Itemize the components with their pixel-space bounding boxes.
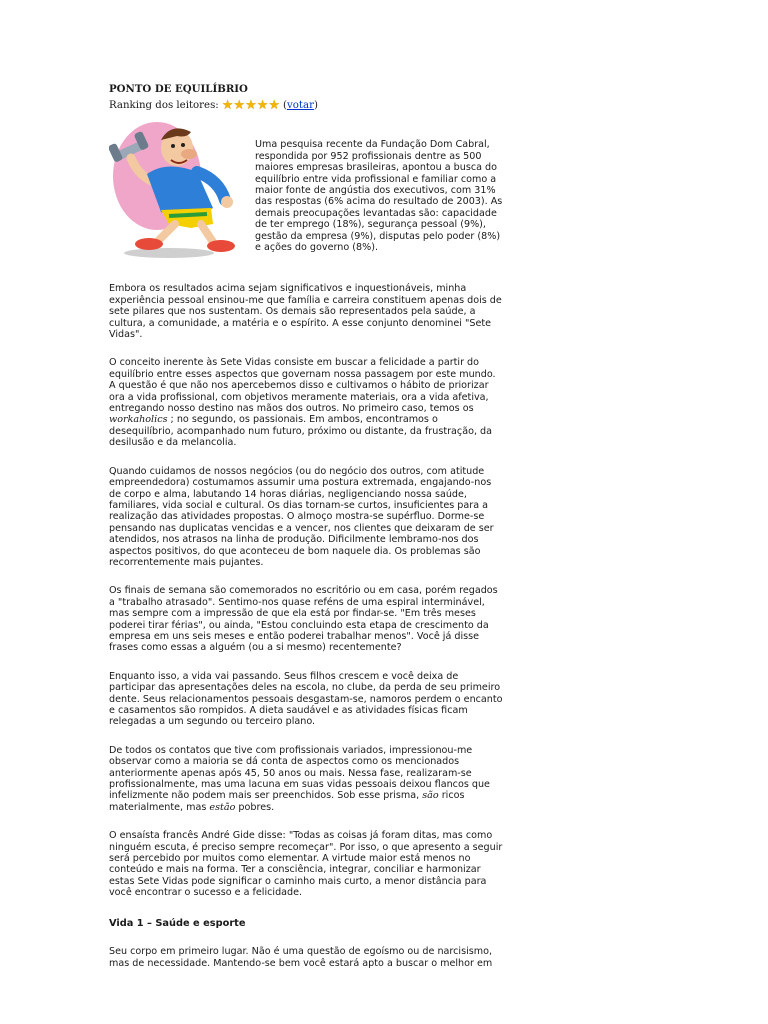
paragraph-6 — [109, 745, 504, 813]
ranking-row — [109, 99, 504, 112]
paragraph-7: O ensaísta francês André Gide disse: "Todas as coisas já foram ditas, mas como ninguém escuta, é preciso sempre recomeçar". Por isso, o que apresento a seguir será percebido por muitos como elementar. A virtude maior está menos no conteúdo e mais na forma. Ter a consciência, integrar, conciliar e harmonizar estas Sete Vidas pode significar o caminho mais curto, a menor distância para você encontrar o sucesso e a felicidade. — [109, 830, 503, 899]
paragraph-3: Quando cuidamos de nossos negócios (ou do negócio dos outros, com atitude empreendedora) costumamos assumir uma postura extremada, engajando-nos de corpo e alma, labutando 14 horas diárias, negligenciando nossa saúde, familiares, vida social e cultural. Os dias tornam-se curtos, insuficientes para a realização das atividades propostas. O almoço mostra-se supérfluo. Dorme-se pensando nas duplicatas vencidas e a vencer, nos clientes que deixaram de ser atendidos, nos atrasos na linha de produção. Dificilmente lembramo-nos dos aspectos positivos, do que aconteceu de bom naquele dia. Os problemas são recorrentemente mais pujantes. — [109, 465, 494, 568]
paragraph-8: Seu corpo em primeiro lugar. Não é uma questão de egoísmo ou de narcisismo, mas de necessidade. Mantendo-se bem você estará apto a buscar o melhor em — [109, 946, 493, 969]
paragraph-6-emphasis-2: estão — [209, 801, 236, 813]
vote-link[interactable]: votar — [287, 100, 314, 112]
article-title: PONTO DE EQUILÍBRIO — [109, 83, 248, 95]
intro-paragraph: Uma pesquisa recente da Fundação Dom Cabral, respondida por 952 profissionais dentre as 500 maiores empresas brasileiras, apontou a busca do equilíbrio entre vida profissional e familiar como a maior fonte de angústia dos executivos, com 31% das respostas (6% acima do resultado de 2003). As demais preocupações levantadas são: capacidade de ter emprego (18%), segurança pessoal (9%), gestão da empresa (9%), disputas pelo poder (8%) e ações do governo (8%). — [255, 139, 503, 254]
article — [109, 84, 504, 969]
star-icon: ★ — [221, 97, 234, 113]
rating-stars — [221, 97, 281, 113]
ranking-label: Ranking dos leitores: — [109, 100, 219, 112]
paragraph-6-emphasis-1: são — [422, 790, 439, 802]
star-icon: ★ — [268, 97, 281, 113]
star-icon: ★ — [256, 97, 269, 113]
paragraph-2 — [109, 357, 504, 448]
vote-close-paren: ) — [313, 100, 318, 112]
star-icon: ★ — [245, 97, 257, 113]
paragraph-2-text: O conceito inerente às Sete Vidas consiste em buscar a felicidade a partir do equilíbrio entre esses aspectos que governam nossa passagem por este mundo. A questão é que não nos apercebemos disso e cultivamos o hábito de priorizar ora a vida profissional, com objetivos meramente materiais, ora a vida afetiva, entregando nosso destino nas mãos dos outros. No primeiro caso, temos os — [109, 357, 496, 415]
paragraph-6-text-end: pobres. — [235, 801, 275, 813]
intro-block — [109, 116, 504, 266]
vote-open-paren: ( — [283, 100, 288, 112]
paragraph-2-text-end: ; no segundo, os passionais. Em ambos, encontramos o desequilíbrio, acompanhado num futuro, próximo ou distante, da frustração, da desilusão e da melancolia. — [109, 414, 493, 449]
star-icon: ★ — [233, 97, 246, 113]
paragraph-6-text: De todos os contatos que tive com profissionais variados, impressionou-me observar como a maioria se dá conta de aspectos como os mencionados anteriormente apenas após 45, 50 anos ou mais. Nessa fase, realizaram-se profissionalmente, mas uma lacuna em suas vidas pessoais deixou flancos que infelizmente não podem mais ser preenchidos. Sob esse prisma, — [109, 744, 490, 802]
paragraph-2-emphasis: workaholics — [109, 414, 168, 426]
paragraph-1: Embora os resultados acima sejam significativos e inquestionáveis, minha experiência pessoal ensinou-me que família e carreira constituem apenas dois de sete pilares que nos sustentam. Os demais são representados pela saúde, a cultura, a comunidade, a matéria e o espírito. A esse conjunto denominei "Sete Vidas". — [109, 283, 502, 341]
cartoon-man-exercising-illustration — [109, 116, 249, 261]
paragraph-4: Os finais de semana são comemorados no escritório ou em casa, porém regados a "trabalho atrasado". Sentimo-nos quase reféns de uma espiral interminável, mas sempre com a impressão de que ela está por findar-se. "Em três meses poderei tirar férias", ou ainda, "Estou concluindo esta etapa de crescimento da empresa em uns seis meses e então poderei trabalhar menos". Você já disse frases como essas a alguém (ou a si mesmo) recentemente? — [109, 585, 498, 654]
section-heading-vida-1: Vida 1 – Saúde e esporte — [109, 917, 246, 929]
paragraph-6-text-mid: ricos materialmente, mas — [109, 790, 465, 813]
paragraph-5: Enquanto isso, a vida vai passando. Seus filhos crescem e você deixa de participar das apresentações deles na escola, no clube, da perda de seu primeiro dente. Seus relacionamentos pessoais desgastam-se, namoros perdem o encanto e casamentos são rompidos. A dieta saudável e as atividades físicas ficam relegadas a um segundo ou terceiro plano. — [109, 670, 503, 728]
